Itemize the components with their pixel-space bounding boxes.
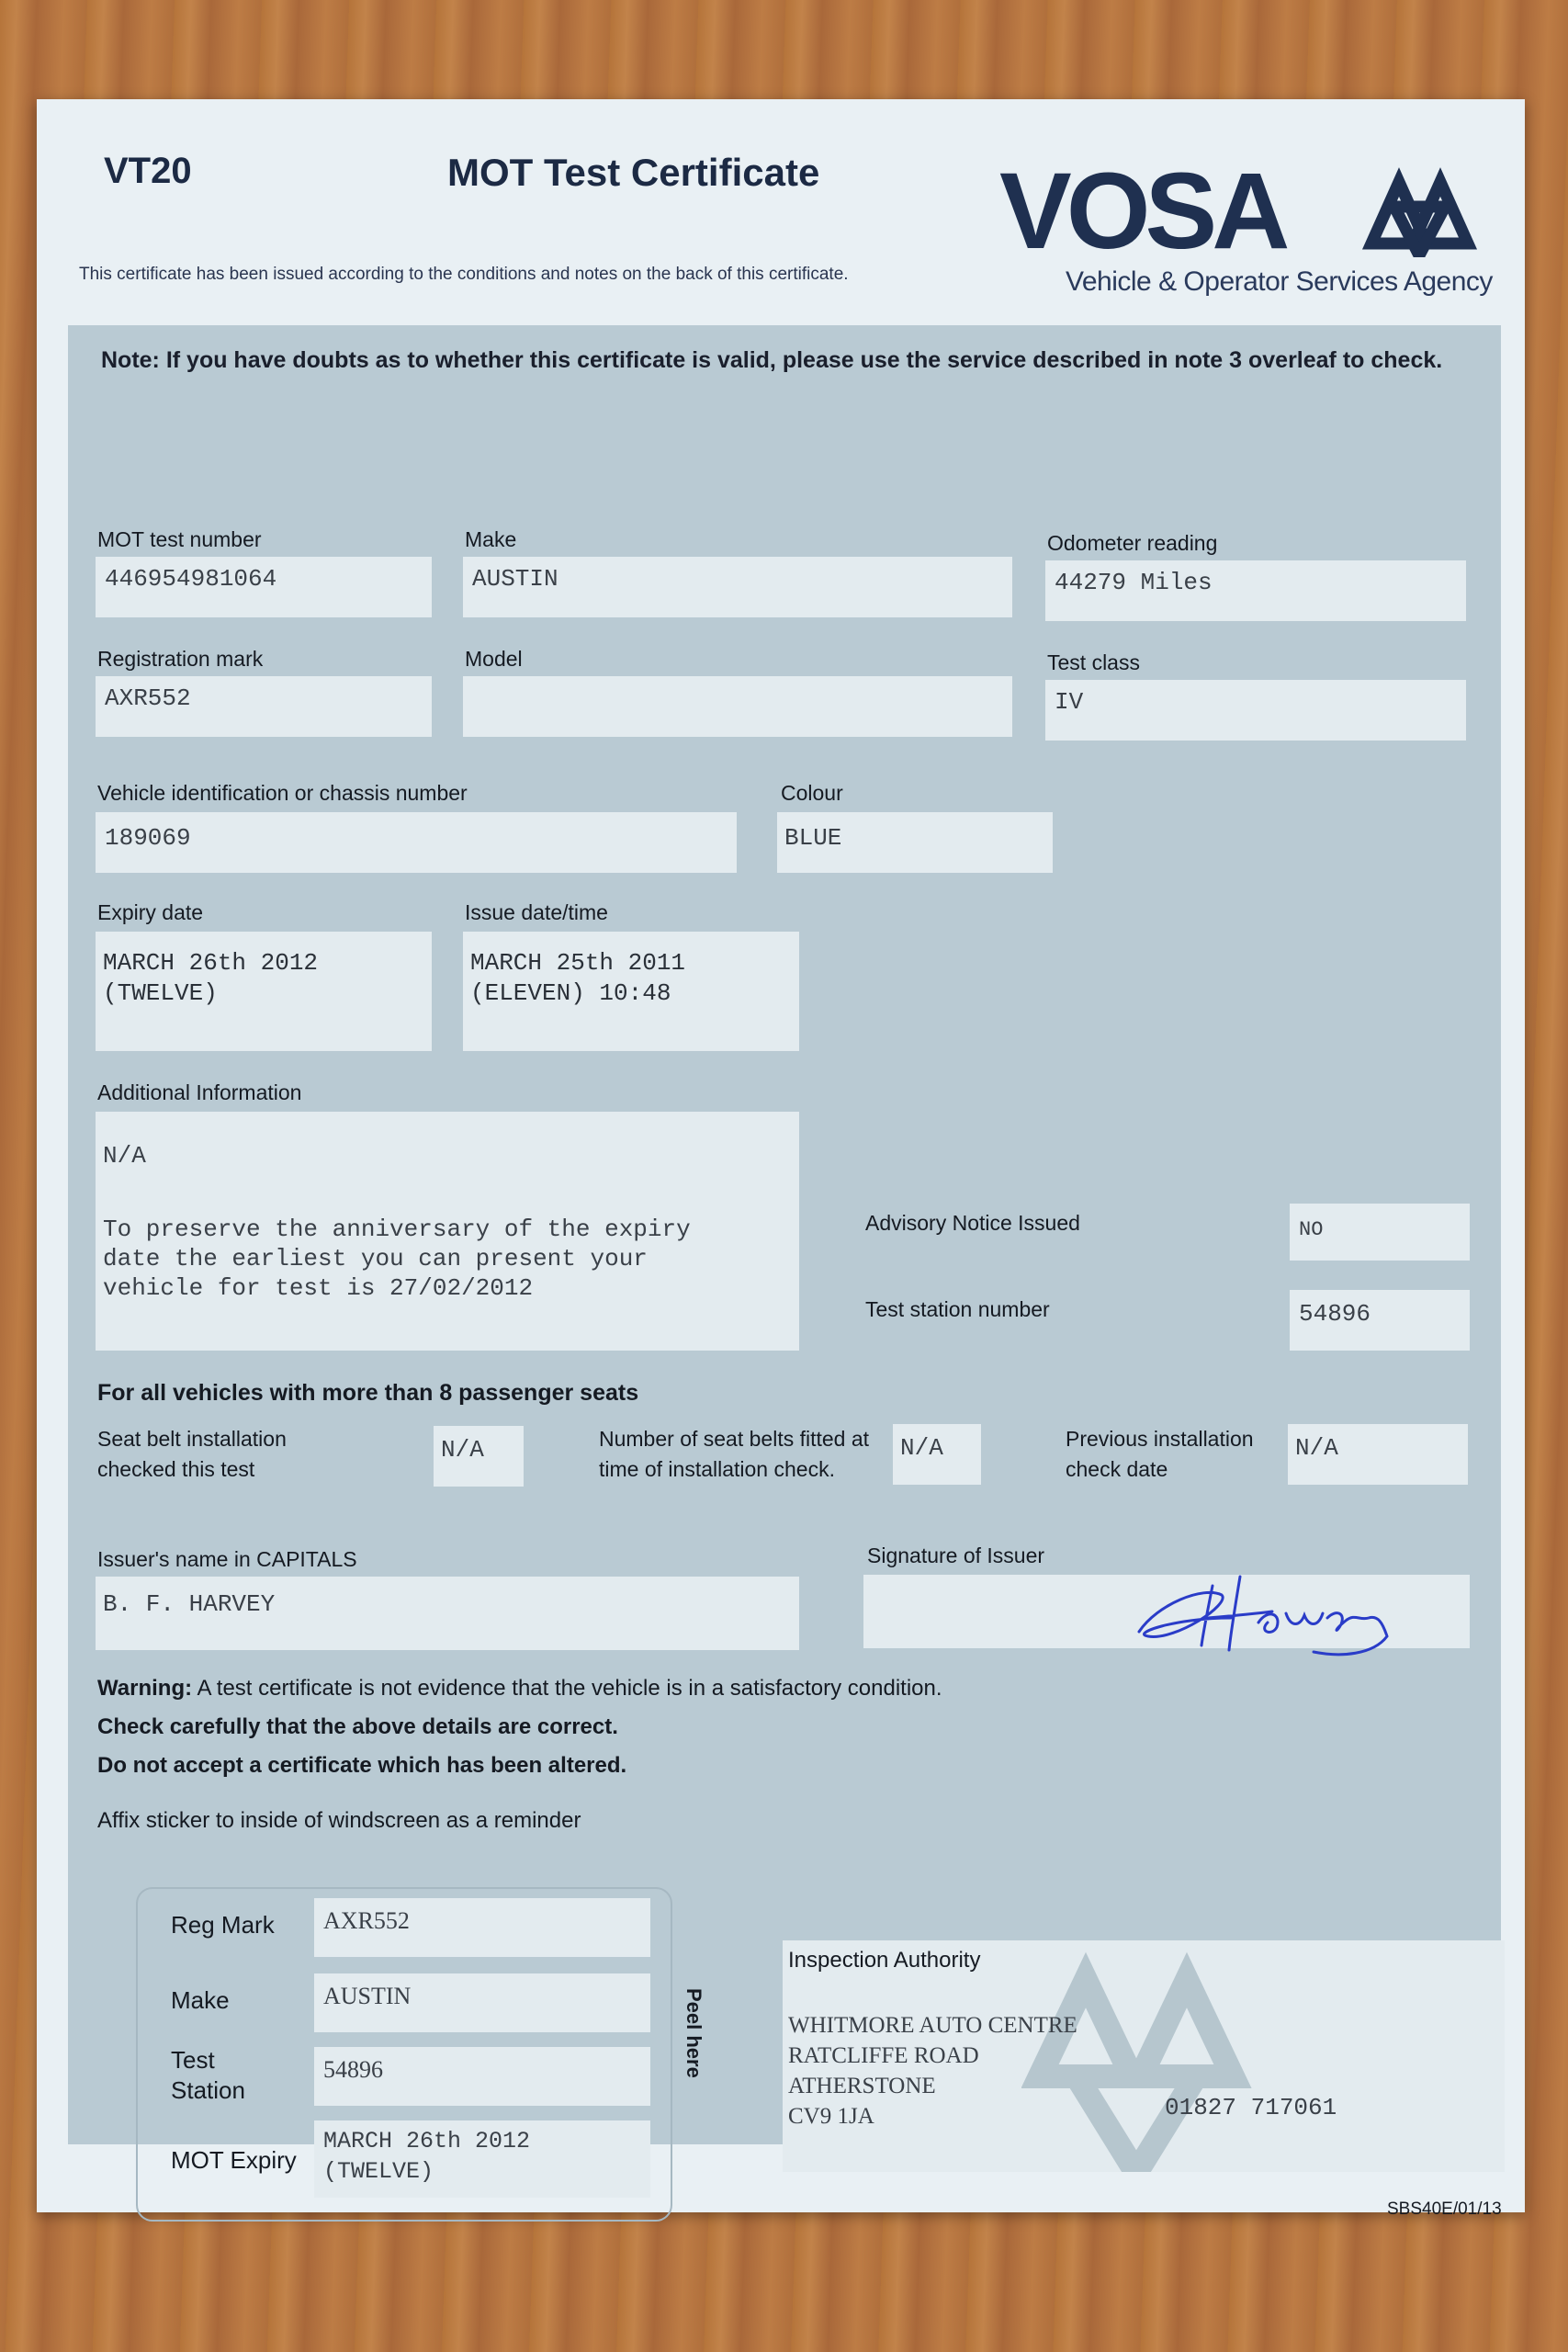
issue-label: Issue date/time xyxy=(465,900,608,924)
seat-belt-count-field: N/A xyxy=(893,1424,981,1485)
advisory-label: Advisory Notice Issued xyxy=(865,1211,1080,1235)
mot-test-number-label: MOT test number xyxy=(97,527,262,551)
issuer-name-label: Issuer's name in CAPITALS xyxy=(97,1547,357,1571)
expiry-field: MARCH 26th 2012 (TWELVE) xyxy=(96,932,432,1051)
passenger-seats-heading: For all vehicles with more than 8 passenger seats xyxy=(97,1380,639,1406)
sticker-expiry-field: MARCH 26th 2012 (TWELVE) xyxy=(314,2120,650,2198)
affix-instruction: Affix sticker to inside of windscreen as a reminder xyxy=(97,1808,581,1833)
additional-info-value: N/A xyxy=(103,1142,146,1170)
seat-belt-check-label: Seat belt installation checked this test xyxy=(97,1427,287,1481)
windscreen-sticker xyxy=(136,1887,672,2222)
model-label: Model xyxy=(465,647,523,671)
make-label: Make xyxy=(465,527,517,551)
warning-not-altered: Do not accept a certificate which has been altered. xyxy=(97,1753,627,1778)
certificate-title: MOT Test Certificate xyxy=(447,151,820,194)
issuer-signature xyxy=(1121,1567,1405,1659)
warning-label: Warning: xyxy=(97,1676,193,1701)
sticker-station-field: 54896 xyxy=(314,2047,650,2106)
form-reference: SBS40E/01/13 xyxy=(1387,2199,1502,2219)
test-class-field: IV xyxy=(1045,680,1466,741)
warning-text: A test certificate is not evidence that the vehicle is in a satisfactory condition. xyxy=(197,1676,942,1701)
inspection-authority-phone: 01827 717061 xyxy=(1165,2094,1337,2121)
additional-info-field xyxy=(96,1112,799,1351)
test-station-field: 54896 xyxy=(1290,1290,1470,1351)
certificate-subtitle: This certificate has been issued according to the conditions and notes on the back of this certificate. xyxy=(79,265,849,284)
mot-certificate xyxy=(37,99,1525,2219)
warning-check-details: Check carefully that the above details are correct. xyxy=(97,1714,618,1739)
vin-field: 189069 xyxy=(96,812,737,873)
registration-field: AXR552 xyxy=(96,676,432,737)
peel-here-label: Peel here xyxy=(682,1988,705,2078)
make-field: AUSTIN xyxy=(463,557,1012,617)
agency-name: Vehicle & Operator Services Agency xyxy=(1066,266,1493,297)
inspection-authority-box xyxy=(783,1940,1505,2172)
odometer-label: Odometer reading xyxy=(1047,531,1218,555)
previous-check-label: Previous installation check date xyxy=(1066,1427,1254,1481)
inspection-authority-address: WHITMORE AUTO CENTRE RATCLIFFE ROAD ATHERSTONE CV9 1JA xyxy=(788,2013,1077,2129)
mot-test-number-field: 446954981064 xyxy=(96,557,432,617)
triangle-mark-icon xyxy=(1371,182,1468,255)
sticker-make-field: AUSTIN xyxy=(314,1973,650,2032)
previous-check-field: N/A xyxy=(1288,1424,1468,1485)
sticker-reg-label: Reg Mark xyxy=(171,1911,275,1939)
sticker-station-label: Test Station xyxy=(171,2046,245,2104)
additional-info-message: To preserve the anniversary of the expiry date the earliest you can present your vehicle for test is 27/02/2012 xyxy=(103,1216,691,1302)
inspection-authority-label: Inspection Authority xyxy=(788,1948,981,1973)
odometer-field: 44279 Miles xyxy=(1045,560,1466,621)
sticker-reg-field: AXR552 xyxy=(314,1898,650,1957)
colour-label: Colour xyxy=(781,781,843,805)
registration-label: Registration mark xyxy=(97,647,264,671)
vosa-logo-text: VOSA xyxy=(999,156,1285,257)
signature-label: Signature of Issuer xyxy=(867,1544,1045,1567)
issue-field: MARCH 25th 2011 (ELEVEN) 10:48 xyxy=(463,932,799,1051)
vin-label: Vehicle identification or chassis number xyxy=(97,781,468,805)
issuer-name-field: B. F. HARVEY xyxy=(96,1577,799,1650)
sticker-make-label: Make xyxy=(171,1986,230,2014)
model-field xyxy=(463,676,1012,737)
expiry-label: Expiry date xyxy=(97,900,204,924)
test-class-label: Test class xyxy=(1047,650,1140,674)
form-code: VT20 xyxy=(104,151,192,191)
validity-note: Note: If you have doubts as to whether this certificate is valid, please use the service described in note 3 overleaf to check. xyxy=(101,347,1443,373)
advisory-field: NO xyxy=(1290,1204,1470,1261)
certificate-panel xyxy=(68,325,1502,2219)
sticker-expiry-label: MOT Expiry xyxy=(171,2146,297,2174)
test-station-label: Test station number xyxy=(865,1297,1050,1321)
vosa-logo xyxy=(999,156,1514,262)
additional-info-label: Additional Information xyxy=(97,1080,302,1104)
signature-field xyxy=(863,1575,1470,1648)
warning-line xyxy=(97,1676,942,1702)
colour-field: BLUE xyxy=(777,812,1053,873)
seat-belt-check-field: N/A xyxy=(434,1426,524,1487)
seat-belt-count-label: Number of seat belts fitted at time of installation check. xyxy=(599,1427,870,1481)
